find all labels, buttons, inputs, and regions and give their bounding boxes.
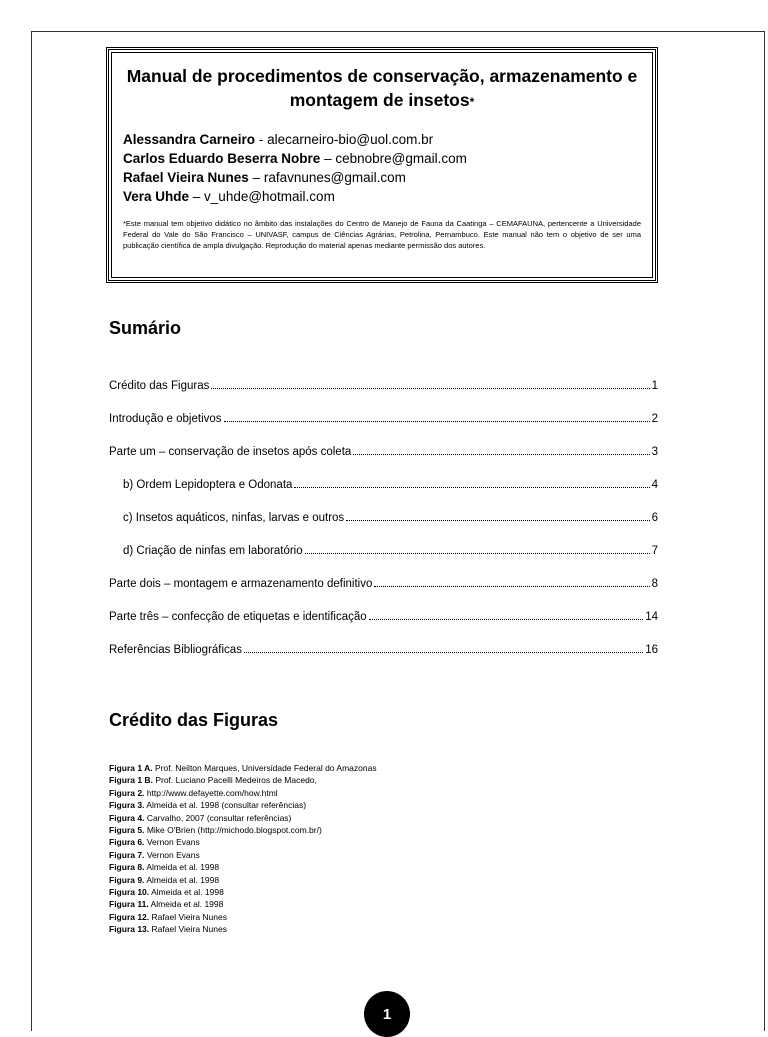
credit-line: Figura 9. Almeida et al. 1998 [109,874,220,885]
credit-line: Figura 1 A. Prof. Neilton Marques, Universidade Federal do Amazonas [109,763,377,773]
toc-entry[interactable]: Referências Bibliográficas 16 [109,644,658,656]
author-name: Vera Uhde [123,189,190,204]
author-line: Vera Uhde – v_uhde@hotmail.com [123,189,335,204]
toc-entry[interactable]: Crédito das Figuras 1 [109,380,658,392]
credit-line: Figura 8. Almeida et al. 1998 [109,862,220,873]
credit-line: Figura 5. Mike O'Brien (http://michodo.blogspot.com.br/) [109,825,322,836]
author-email: cebnobre@gmail.com [335,151,467,166]
toc-entry[interactable]: d) Criação de ninfas em laboratório 7 [123,545,658,557]
author-line: Carlos Eduardo Beserra Nobre – cebnobre@gmail.com [123,151,467,166]
credit-line: Figura 13. Rafael Vieira Nunes [109,924,227,935]
disclaimer-note: *Este manual tem objetivo didático no âmbito das instalações do Centro de Manejo de Fauna da Caatinga – CEMAFAUNA, pertencente a Universidade Federal do Vale do São Francisco – UNIVASF, campus de Ciências Agrárias, Petrolina, Pernambuco. Este manual não tem o objetivo de ser uma publicação científica de ampla divulgação. Reprodução do material apenas mediante permissão dos autores. [123,219,641,250]
credit-line: Figura 1 B. Prof. Luciano Pacelli Medeiros de Macedo, [109,775,317,786]
toc-entry[interactable]: c) Insetos aquáticos, ninfas, larvas e outros 6 [123,512,658,524]
title-footnote-mark: * [469,95,475,109]
author-line: Alessandra Carneiro - alecarneiro-bio@uol.com.br [123,132,434,147]
document-title: Manual de procedimentos de conservação, armazenamento e montagem de insetos* [126,66,638,110]
author-line: Rafael Vieira Nunes – rafavnunes@gmail.com [123,170,406,185]
toc-entry[interactable]: Parte um – conservação de insetos após coleta 3 [109,446,658,458]
figure-credits-list [109,762,377,936]
credit-line: Figura 6. Vernon Evans [109,837,200,848]
page-number-badge: 1 [364,991,410,1037]
toc-entry[interactable]: Introdução e objetivos 2 [109,413,658,425]
toc-entry[interactable]: b) Ordem Lepidoptera e Odonata 4 [123,479,658,491]
credit-line: Figura 7. Vernon Evans [109,849,200,860]
credit-line: Figura 11. Almeida et al. 1998 [109,899,224,910]
author-name: Carlos Eduardo Beserra Nobre [123,151,321,166]
title-box [106,47,658,283]
author-email: v_uhde@hotmail.com [204,189,335,204]
credit-line: Figura 4. Carvalho, 2007 (consultar referências) [109,812,292,823]
credits-heading: Crédito das Figuras [109,710,279,730]
summary-heading: Sumário [109,318,182,338]
credit-line: Figura 10. Almeida et al. 1998 [109,887,224,898]
author-email: alecarneiro-bio@uol.com.br [267,132,434,147]
author-email: rafavnunes@gmail.com [263,170,406,185]
credit-line: Figura 12. Rafael Vieira Nunes [109,911,227,922]
author-name: Alessandra Carneiro [123,132,256,147]
credit-line: Figura 2. http://www.defayette.com/how.html [109,787,278,798]
author-name: Rafael Vieira Nunes [123,170,249,185]
credit-line: Figura 3. Almeida et al. 1998 (consultar referências) [109,800,307,811]
toc-entry[interactable]: Parte dois – montagem e armazenamento definitivo 8 [109,578,658,590]
toc-entry[interactable]: Parte três – confecção de etiquetas e identificação 14 [109,611,658,623]
